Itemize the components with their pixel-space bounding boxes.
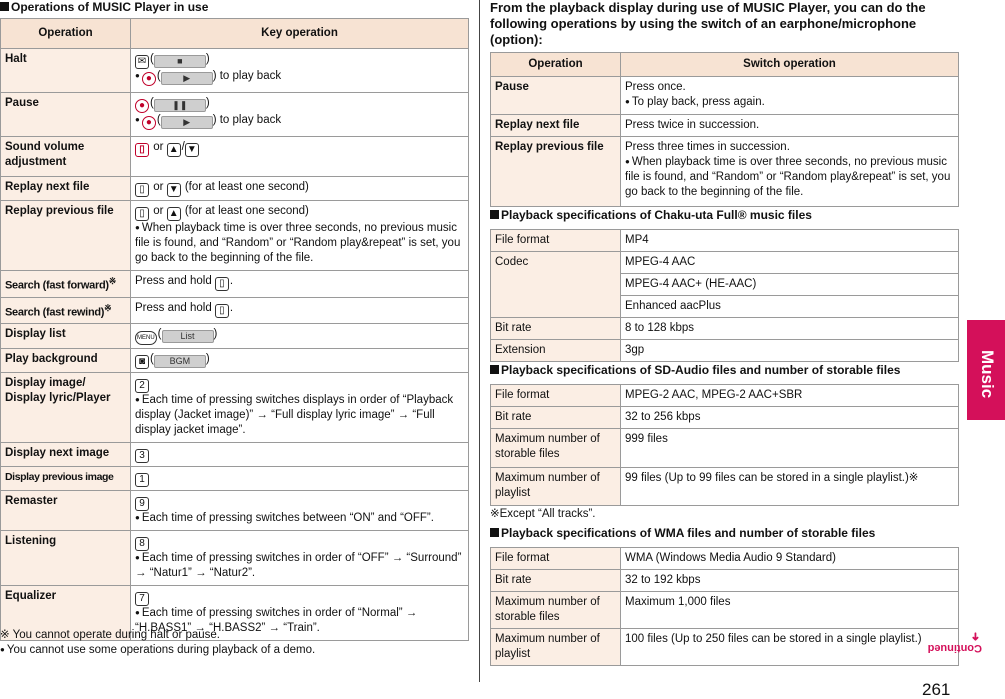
table-row [491, 570, 959, 592]
chaku-codec-value: Enhanced aacPlus [621, 296, 959, 318]
chaku-codec-value: MPEG-4 AAC [621, 252, 959, 274]
sd-value: 999 files [621, 429, 959, 468]
chaku-section-title: Playback specifications of Chaku-uta Full® music files [490, 208, 812, 222]
intro-text: From the playback display during use of MUSIC Player, you can do the following operations by using the switch of an earphone/microphone (option): [490, 0, 926, 47]
side-down-key-icon: ▯ [215, 277, 229, 291]
sd-label: File format [491, 385, 621, 407]
continued-marker: Continued ➜ [927, 632, 982, 654]
key-search-forward: Press and hold ▯ . [131, 271, 469, 298]
left-section-title: Operations of MUSIC Player in use [0, 0, 208, 14]
switch-operations-table [490, 52, 959, 207]
table-row [491, 629, 959, 666]
sd-label: Bit rate [491, 407, 621, 429]
table-row [1, 324, 469, 349]
key-replay-next: ▯ or ▼ (for at least one second) [131, 177, 469, 201]
table-row [1, 201, 469, 271]
table-row [491, 429, 959, 468]
down-key-icon: ▼ [167, 183, 181, 197]
key-play-background: ◙ ( BGM ) [131, 349, 469, 373]
mail-key-icon: ✉ [135, 55, 149, 69]
record-key-icon: ● [142, 116, 156, 130]
key-display-image: 2 ● Each time of pressing switches displays in order of “Playback display (Jacket image)” → “Full display lyric image” → “Full display jacket image”. [131, 373, 469, 443]
chaku-ext-label: Extension [491, 340, 621, 362]
wma-label: Maximum number of playlist [491, 629, 621, 666]
switch-op-replay-next: Replay next file [491, 115, 621, 137]
chaku-bitrate-value: 8 to 128 kbps [621, 318, 959, 340]
music-side-tab: Music [967, 320, 1005, 420]
key-3-icon: 3 [135, 449, 149, 463]
table-row [491, 385, 959, 407]
op-display-next: Display next image [1, 443, 131, 467]
footnote-demo: ● You cannot use some operations during playback of a demo. [0, 644, 315, 656]
sd-section-title: Playback specifications of SD-Audio files and number of storable files [490, 363, 900, 377]
key-8-icon: 8 [135, 537, 149, 551]
chaku-codec-value: MPEG-4 AAC+ (HE-AAC) [621, 274, 959, 296]
table-row [1, 49, 469, 93]
key-9-icon: 9 [135, 497, 149, 511]
table-row [1, 93, 469, 137]
up-key-icon: ▲ [167, 207, 181, 221]
key-halt: ✉ ( ■ ) ● ● ( ▶ ) to play back [131, 49, 469, 93]
side-down-key-icon: ▯ [135, 183, 149, 197]
side-up-key-icon: ▯ [215, 304, 229, 318]
table-row [1, 491, 469, 531]
key-replay-prev: ▯ or ▲ (for at least one second) ● When playback time is over three seconds, no previous music file is found, and “Random” or “Random play&repeat” is set, you go back to the beginning of the file. [131, 201, 469, 271]
table-row [491, 230, 959, 252]
table-row [1, 271, 469, 298]
op-search-forward: Search (fast forward)※ [1, 271, 131, 298]
op-listening: Listening [1, 531, 131, 586]
down-key-icon: ▼ [185, 143, 199, 157]
op-halt: Halt [1, 49, 131, 93]
op-replay-next: Replay next file [1, 177, 131, 201]
side-up-key-icon: ▯ [135, 207, 149, 221]
sd-value: 32 to 256 kbps [621, 407, 959, 429]
play-softkey-icon: ▶ [161, 72, 213, 85]
table-row [1, 137, 469, 177]
op-remaster: Remaster [1, 491, 131, 531]
wma-value: WMA (Windows Media Audio 9 Standard) [621, 548, 959, 570]
wma-label: Bit rate [491, 570, 621, 592]
menu-key-icon: MENU [135, 331, 157, 345]
table-row [491, 340, 959, 362]
table-row [1, 297, 469, 324]
chaku-codec-label: Codec [491, 252, 621, 318]
col-header-switch-operation: Switch operation [621, 53, 959, 77]
table-row [1, 531, 469, 586]
footnote-halt: ※ You cannot operate during halt or pause. [0, 629, 220, 641]
wma-value: Maximum 1,000 files [621, 592, 959, 629]
op-display-prev: Display previous image [1, 467, 131, 491]
key-listening: 8 ● Each time of pressing switches in order of “OFF” → “Surround” → “Natur1” → “Natur2”. [131, 531, 469, 586]
table-row [1, 373, 469, 443]
switch-replay-prev: Press three times in succession. ● When playback time is over three seconds, no previous music file is found, and “Random” or “Random play&repeat” is set, you go back to the beginning of the file. [621, 137, 959, 207]
music-player-operations-table [0, 18, 469, 641]
switch-op-pause: Pause [491, 77, 621, 115]
wma-value: 32 to 192 kbps [621, 570, 959, 592]
bgm-softkey: BGM [154, 355, 206, 368]
key-7-icon: 7 [135, 592, 149, 606]
col-header-operation: Operation [1, 19, 131, 49]
side-key-icon: ▯ [135, 143, 149, 157]
op-display-image: Display image/ Display lyric/Player [1, 373, 131, 443]
key-1-icon: 1 [135, 473, 149, 487]
switch-replay-next: Press twice in succession. [621, 115, 959, 137]
key-pause: ● ( ❚❚ ) ● ● ( ▶ ) to play back [131, 93, 469, 137]
key-volume: ▯ or ▲ / ▼ [131, 137, 469, 177]
key-display-next [131, 443, 469, 467]
op-volume: Sound volume adjustment [1, 137, 131, 177]
record-key-icon: ● [142, 72, 156, 86]
table-row [491, 115, 959, 137]
sd-footnote: ※Except “All tracks”. [490, 508, 596, 520]
table-row [491, 137, 959, 207]
camera-key-icon: ◙ [135, 355, 149, 369]
sd-spec-table [490, 384, 959, 506]
table-row [491, 252, 959, 274]
table-row [491, 407, 959, 429]
table-row [1, 467, 469, 491]
chaku-bitrate-label: Bit rate [491, 318, 621, 340]
op-play-background: Play background [1, 349, 131, 373]
chaku-format-value: MP4 [621, 230, 959, 252]
wma-label: Maximum number of storable files [491, 592, 621, 629]
wma-value: 100 files (Up to 250 files can be stored in a single playlist.) [621, 629, 959, 666]
page-number: 261 [922, 680, 951, 699]
col-header-operation: Operation [491, 53, 621, 77]
op-equalizer: Equalizer [1, 586, 131, 641]
chaku-format-label: File format [491, 230, 621, 252]
op-pause: Pause [1, 93, 131, 137]
sd-label: Maximum number of playlist [491, 468, 621, 506]
op-search-rewind: Search (fast rewind)※ [1, 297, 131, 324]
table-row [491, 77, 959, 115]
key-equalizer: 7 ● Each time of pressing switches in order of “Normal” → “H.BASS1” → “H.BASS2” → “Train”. [131, 586, 469, 641]
up-key-icon: ▲ [167, 143, 181, 157]
op-replay-prev: Replay previous file [1, 201, 131, 271]
key-remaster: 9 ● Each time of pressing switches between “ON” and “OFF”. [131, 491, 469, 531]
table-row [491, 592, 959, 629]
table-row [1, 177, 469, 201]
sd-label: Maximum number of storable files [491, 429, 621, 468]
column-divider [479, 0, 480, 682]
table-row [491, 548, 959, 570]
wma-spec-table [490, 547, 959, 666]
chaku-ext-value: 3gp [621, 340, 959, 362]
table-row [1, 443, 469, 467]
col-header-key-operation: Key operation [131, 19, 469, 49]
sd-value: 99 files (Up to 99 files can be stored in a single playlist.)※ [621, 468, 959, 506]
table-row [491, 468, 959, 506]
table-row [491, 318, 959, 340]
op-display-list: Display list [1, 324, 131, 349]
record-key-icon: ● [135, 99, 149, 113]
play-softkey-icon: ▶ [161, 116, 213, 129]
switch-op-replay-prev: Replay previous file [491, 137, 621, 207]
table-row [1, 349, 469, 373]
wma-section-title: Playback specifications of WMA files and number of storable files [490, 526, 875, 540]
key-2-icon: 2 [135, 379, 149, 393]
key-display-prev [131, 467, 469, 491]
list-softkey: List [162, 330, 214, 343]
switch-pause: Press once. ● To play back, press again. [621, 77, 959, 115]
stop-softkey-icon: ■ [154, 55, 206, 68]
pause-softkey-icon: ❚❚ [154, 99, 206, 112]
key-search-rewind: Press and hold ▯ . [131, 297, 469, 324]
wma-label: File format [491, 548, 621, 570]
key-display-list: MENU ( List ) [131, 324, 469, 349]
sd-value: MPEG-2 AAC, MPEG-2 AAC+SBR [621, 385, 959, 407]
chaku-spec-table [490, 229, 959, 362]
